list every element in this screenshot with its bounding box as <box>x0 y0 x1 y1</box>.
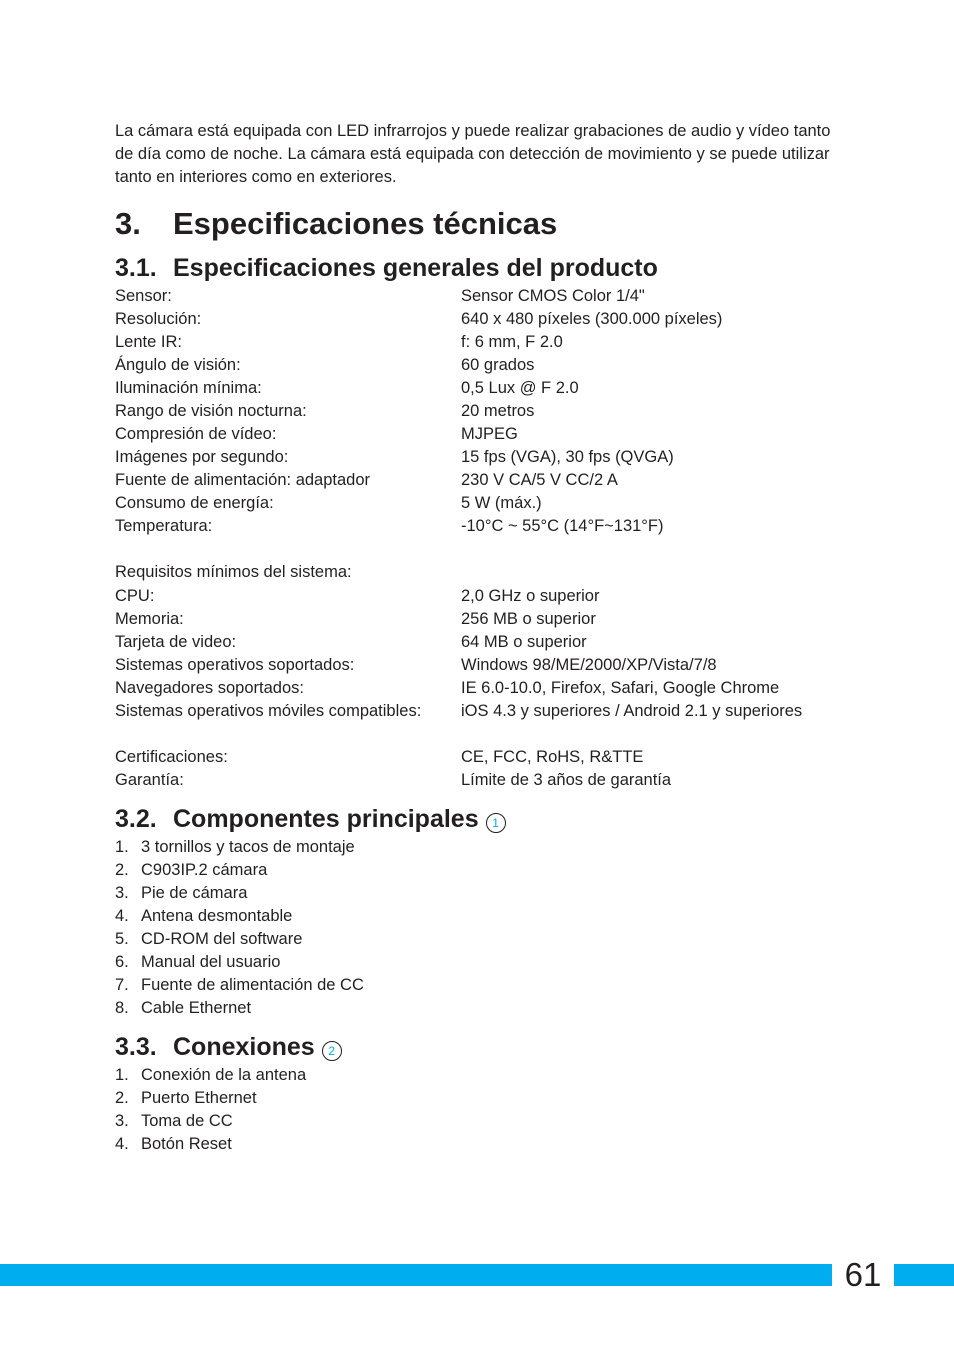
components-list <box>115 836 845 1020</box>
section-heading-3-2 <box>115 802 845 836</box>
list-text: Antena desmontable <box>141 907 293 925</box>
list-item <box>115 928 845 951</box>
footer-accent-bar <box>0 1264 954 1286</box>
spec-label: Sensor: <box>115 287 172 305</box>
list-item <box>115 974 845 997</box>
spec-row <box>115 654 845 677</box>
spec-row <box>115 400 845 423</box>
spec-row <box>115 377 845 400</box>
spec-label: Resolución: <box>115 310 202 328</box>
list-item <box>115 905 845 928</box>
spec-row <box>115 677 845 700</box>
page-number: 61 <box>832 1257 894 1293</box>
spec-label: Rango de visión nocturna: <box>115 402 307 420</box>
list-text: Manual del usuario <box>141 953 281 971</box>
spec-value: MJPEG <box>461 425 518 443</box>
list-text: CD-ROM del software <box>141 930 303 948</box>
spec-value: 64 MB o superior <box>461 633 587 651</box>
spec-value: -10°C ~ 55°C (14°F~131°F) <box>461 517 664 535</box>
spec-row <box>115 469 845 492</box>
section-title: Especificaciones técnicas <box>173 206 558 241</box>
section-number: 3.3. <box>115 1033 157 1061</box>
spacer <box>115 538 845 561</box>
list-number: 5. <box>115 930 129 948</box>
list-item <box>115 836 845 859</box>
list-number: 2. <box>115 861 129 879</box>
section-title: Especificaciones generales del producto <box>173 254 658 282</box>
figure-reference-icon: 1 <box>486 813 506 833</box>
intro-paragraph: La cámara está equipada con LED infrarrojos y puede realizar grabaciones de audio y vídeo tanto de día como de noche. La cámara está equipada con detección de movimiento y se puede utilizar tanto en interiores como en exteriores. <box>115 122 831 186</box>
section-number: 3. <box>115 206 141 241</box>
spec-value: 0,5 Lux @ F 2.0 <box>461 379 579 397</box>
section-heading-3 <box>115 203 845 245</box>
list-text: Fuente de alimentación de CC <box>141 976 364 994</box>
spec-value: 256 MB o superior <box>461 610 596 628</box>
spec-value: 640 x 480 píxeles (300.000 píxeles) <box>461 310 723 328</box>
requirements-heading: Requisitos mínimos del sistema: <box>115 563 352 581</box>
spec-row <box>115 285 845 308</box>
list-number: 1. <box>115 1066 129 1084</box>
spec-label: CPU: <box>115 587 155 605</box>
spec-value: Límite de 3 años de garantía <box>461 771 672 789</box>
list-item <box>115 882 845 905</box>
spec-row <box>115 700 845 723</box>
spec-row <box>115 446 845 469</box>
spec-value: CE, FCC, RoHS, R&TTE <box>461 748 644 766</box>
spec-value: 60 grados <box>461 356 535 374</box>
list-text: Toma de CC <box>141 1112 233 1130</box>
list-text: Puerto Ethernet <box>141 1089 257 1107</box>
list-item <box>115 1110 845 1133</box>
spec-row <box>115 515 845 538</box>
spec-value: Sensor CMOS Color 1/4" <box>461 287 645 305</box>
list-number: 4. <box>115 907 129 925</box>
list-text: Cable Ethernet <box>141 999 252 1017</box>
section-title: Conexiones <box>173 1033 315 1061</box>
spec-label: Lente IR: <box>115 333 182 351</box>
requirements-heading-row <box>115 561 845 584</box>
list-number: 3. <box>115 1112 129 1130</box>
spec-row <box>115 746 845 769</box>
spec-row <box>115 423 845 446</box>
spec-label: Sistemas operativos soportados: <box>115 656 355 674</box>
list-item <box>115 859 845 882</box>
spec-value: 230 V CA/5 V CC/2 A <box>461 471 618 489</box>
list-text: Pie de cámara <box>141 884 248 902</box>
spec-label: Garantía: <box>115 771 184 789</box>
page-content <box>115 120 845 1156</box>
spec-label: Compresión de vídeo: <box>115 425 277 443</box>
list-number: 8. <box>115 999 129 1017</box>
list-text: 3 tornillos y tacos de montaje <box>141 838 355 856</box>
list-number: 7. <box>115 976 129 994</box>
spec-value: IE 6.0-10.0, Firefox, Safari, Google Chrome <box>461 679 780 697</box>
spec-row <box>115 769 845 792</box>
connections-list <box>115 1064 845 1156</box>
spec-value: 20 metros <box>461 402 535 420</box>
spec-value: 5 W (máx.) <box>461 494 542 512</box>
spec-row <box>115 331 845 354</box>
spec-label: Memoria: <box>115 610 184 628</box>
spec-row <box>115 308 845 331</box>
section-number: 3.2. <box>115 805 157 833</box>
list-text: Conexión de la antena <box>141 1066 307 1084</box>
spec-value: 15 fps (VGA), 30 fps (QVGA) <box>461 448 674 466</box>
spec-row <box>115 354 845 377</box>
figure-reference-icon: 2 <box>322 1041 342 1061</box>
spec-row <box>115 608 845 631</box>
list-number: 2. <box>115 1089 129 1107</box>
spec-label: Navegadores soportados: <box>115 679 304 697</box>
list-text: C903IP.2 cámara <box>141 861 268 879</box>
spacer <box>115 723 845 746</box>
spec-label: Iluminación mínima: <box>115 379 262 397</box>
spec-label: Consumo de energía: <box>115 494 274 512</box>
spec-row <box>115 492 845 515</box>
section-title: Componentes principales <box>173 805 479 833</box>
spec-label: Certificaciones: <box>115 748 228 766</box>
spec-label: Imágenes por segundo: <box>115 448 289 466</box>
list-item <box>115 997 845 1020</box>
list-item <box>115 1133 845 1156</box>
spec-label: Fuente de alimentación: adaptador <box>115 471 371 489</box>
list-number: 3. <box>115 884 129 902</box>
list-item <box>115 1064 845 1087</box>
list-number: 1. <box>115 838 129 856</box>
spec-row <box>115 585 845 608</box>
spec-label: Tarjeta de video: <box>115 633 237 651</box>
spec-label: Temperatura: <box>115 517 213 535</box>
spec-value: iOS 4.3 y superiores / Android 2.1 y superiores <box>461 702 803 720</box>
spec-row <box>115 631 845 654</box>
spec-value: Windows 98/ME/2000/XP/Vista/7/8 <box>461 656 717 674</box>
section-heading-3-1 <box>115 251 845 285</box>
section-number: 3.1. <box>115 254 157 282</box>
spec-label: Ángulo de visión: <box>115 356 241 374</box>
section-heading-3-3 <box>115 1030 845 1064</box>
spec-value: 2,0 GHz o superior <box>461 587 600 605</box>
list-text: Botón Reset <box>141 1135 232 1153</box>
list-item <box>115 1087 845 1110</box>
list-item <box>115 951 845 974</box>
spec-label: Sistemas operativos móviles compatibles: <box>115 702 422 720</box>
spec-value: f: 6 mm, F 2.0 <box>461 333 563 351</box>
list-number: 6. <box>115 953 129 971</box>
list-number: 4. <box>115 1135 129 1153</box>
specs-table <box>115 285 845 792</box>
